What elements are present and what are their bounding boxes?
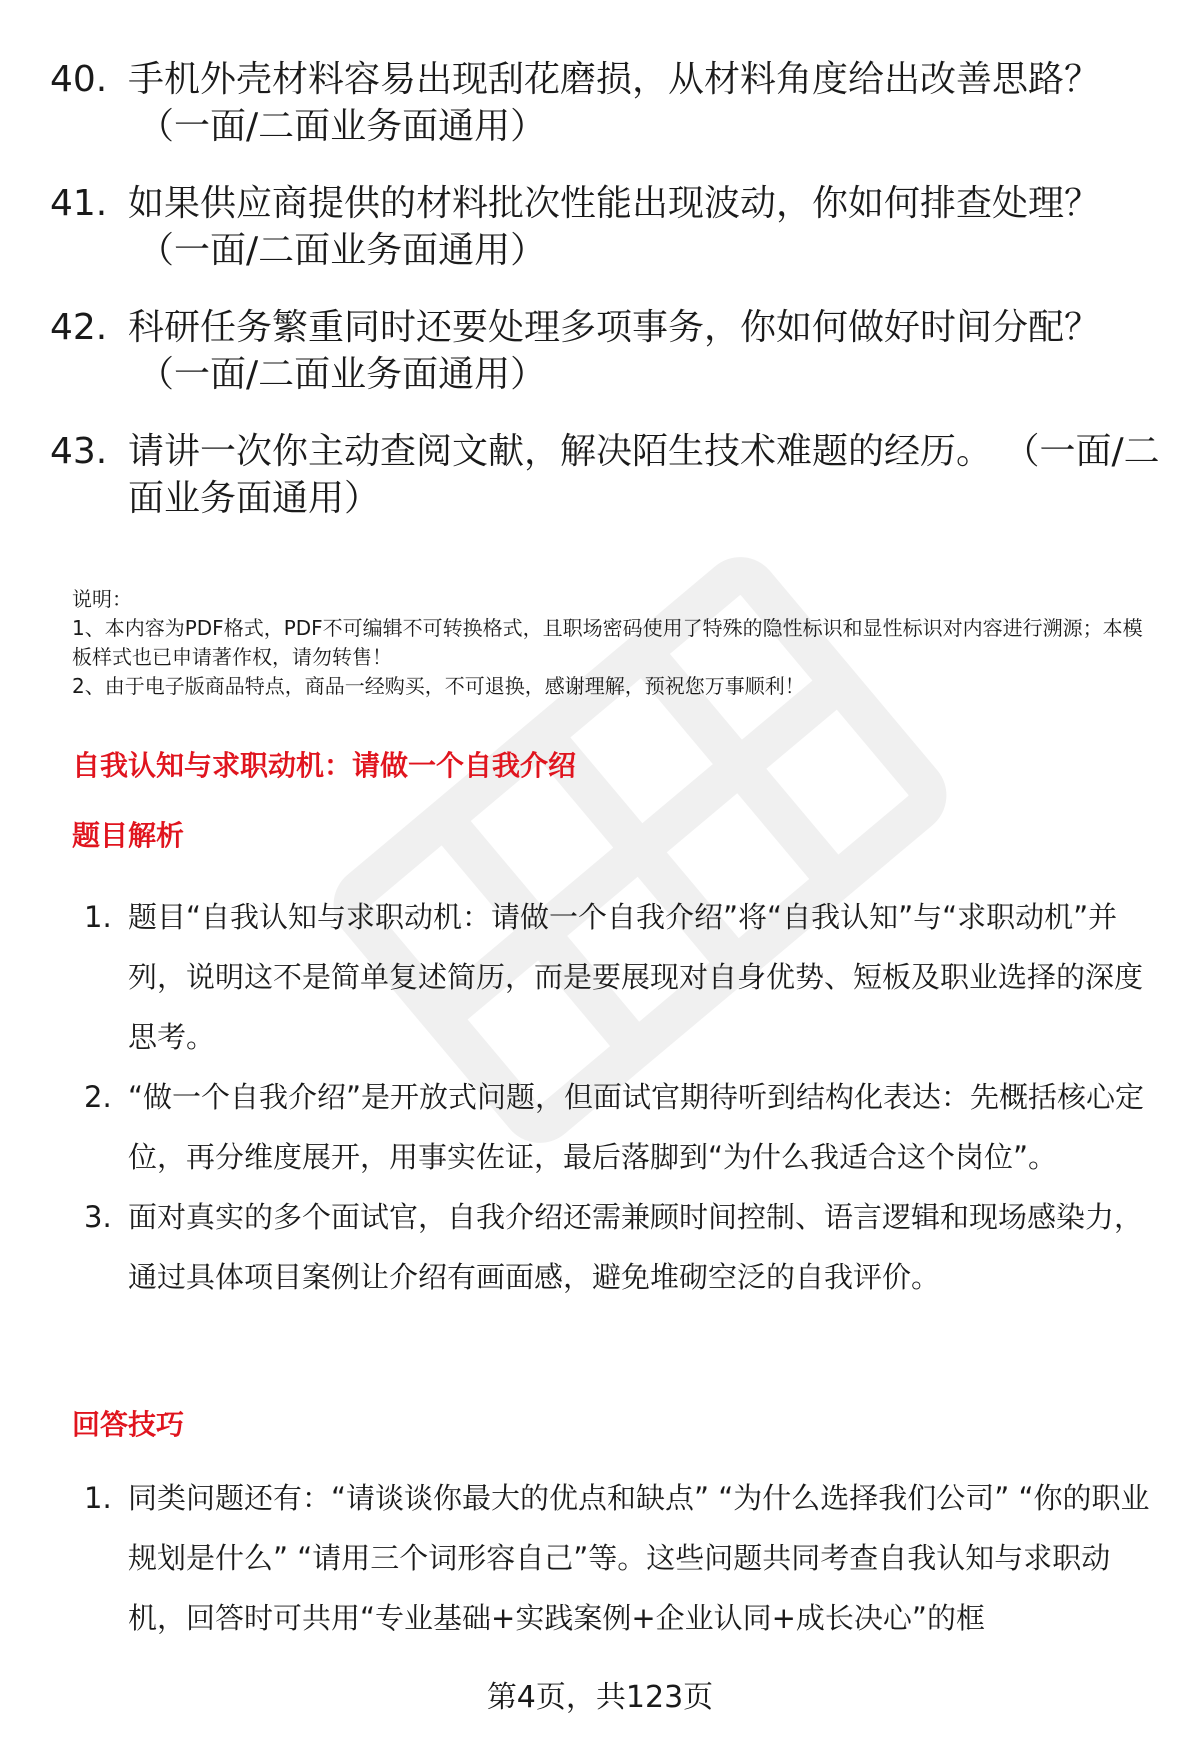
note-title: 说明： <box>72 587 132 611</box>
note-line-2: 2、由于电子版商品特点，商品一经购买，不可退换，感谢理解，预祝您万事顺利！ <box>72 674 805 698</box>
list-number: 1. <box>84 1481 112 1515</box>
note-line-1: 1、本内容为PDF格式，PDF不可编辑不可转换格式，且职场密码使用了特殊的隐性标识和显性标识对内容进行溯源；本模板样式也已申请著作权，请勿转售！ <box>72 616 1143 669</box>
question-number: 43. <box>50 431 108 472</box>
list-number: 3. <box>84 1200 112 1234</box>
list-item <box>84 1468 1154 1648</box>
list-text: 同类问题还有：“请谈谈你最大的优点和缺点” “为什么选择我们公司” “你的职业规划是什么” “请用三个词形容自己”等。这些问题共同考查自我认知与求职动机，回答时可共用“专业基础+实践案例+企业认同+成长决心”的框 <box>128 1481 1150 1635</box>
list-item <box>84 1187 1154 1307</box>
question-tag: （一面/二面业务面通用） <box>138 354 547 395</box>
question-item <box>50 180 1160 274</box>
question-text: 科研任务繁重同时还要处理多项事务，你如何做好时间分配？ <box>128 307 1101 348</box>
analysis-heading: 题目解析 <box>72 819 185 852</box>
question-text: 请讲一次你主动查阅文献，解决陌生技术难题的经历。 （一面/二面业务面通用） <box>128 431 1160 519</box>
question-number: 41. <box>50 183 108 224</box>
question-tag: （一面/二面业务面通用） <box>138 230 547 271</box>
question-number: 40. <box>50 59 108 100</box>
question-text: 手机外壳材料容易出现刮花磨损，从材料角度给出改善思路？ <box>128 59 1101 100</box>
tips-heading: 回答技巧 <box>72 1408 185 1441</box>
list-text: “做一个自我介绍”是开放式问题，但面试官期待听到结构化表达：先概括核心定位，再分维度展开，用事实佐证，最后落脚到“为什么我适合这个岗位”。 <box>128 1080 1145 1174</box>
page-footer: 第4页，共123页 <box>486 1680 714 1715</box>
question-tag: （一面/二面业务面通用） <box>138 106 547 147</box>
question-item <box>50 428 1160 522</box>
list-item <box>84 1067 1154 1187</box>
list-text: 题目“自我认知与求职动机：请做一个自我介绍”将“自我认知”与“求职动机”并列，说明这不是简单复述简历，而是要展现对自身优势、短板及职业选择的深度思考。 <box>128 900 1144 1054</box>
question-item <box>50 304 1160 398</box>
list-text: 面对真实的多个面试官，自我介绍还需兼顾时间控制、语言逻辑和现场感染力，通过具体项目案例让介绍有画面感，避免堆砌空泛的自我评价。 <box>128 1200 1144 1294</box>
question-text: 如果供应商提供的材料批次性能出现波动，你如何排查处理？ <box>128 183 1101 224</box>
question-list <box>50 56 1160 552</box>
list-item <box>84 887 1154 1067</box>
question-number: 42. <box>50 307 108 348</box>
analysis-list <box>84 887 1154 1307</box>
list-number: 1. <box>84 900 112 934</box>
list-number: 2. <box>84 1080 112 1114</box>
disclaimer-note <box>72 585 1162 701</box>
tips-list <box>84 1468 1154 1648</box>
section-title: 自我认知与求职动机：请做一个自我介绍 <box>72 749 577 782</box>
question-item <box>50 56 1160 150</box>
